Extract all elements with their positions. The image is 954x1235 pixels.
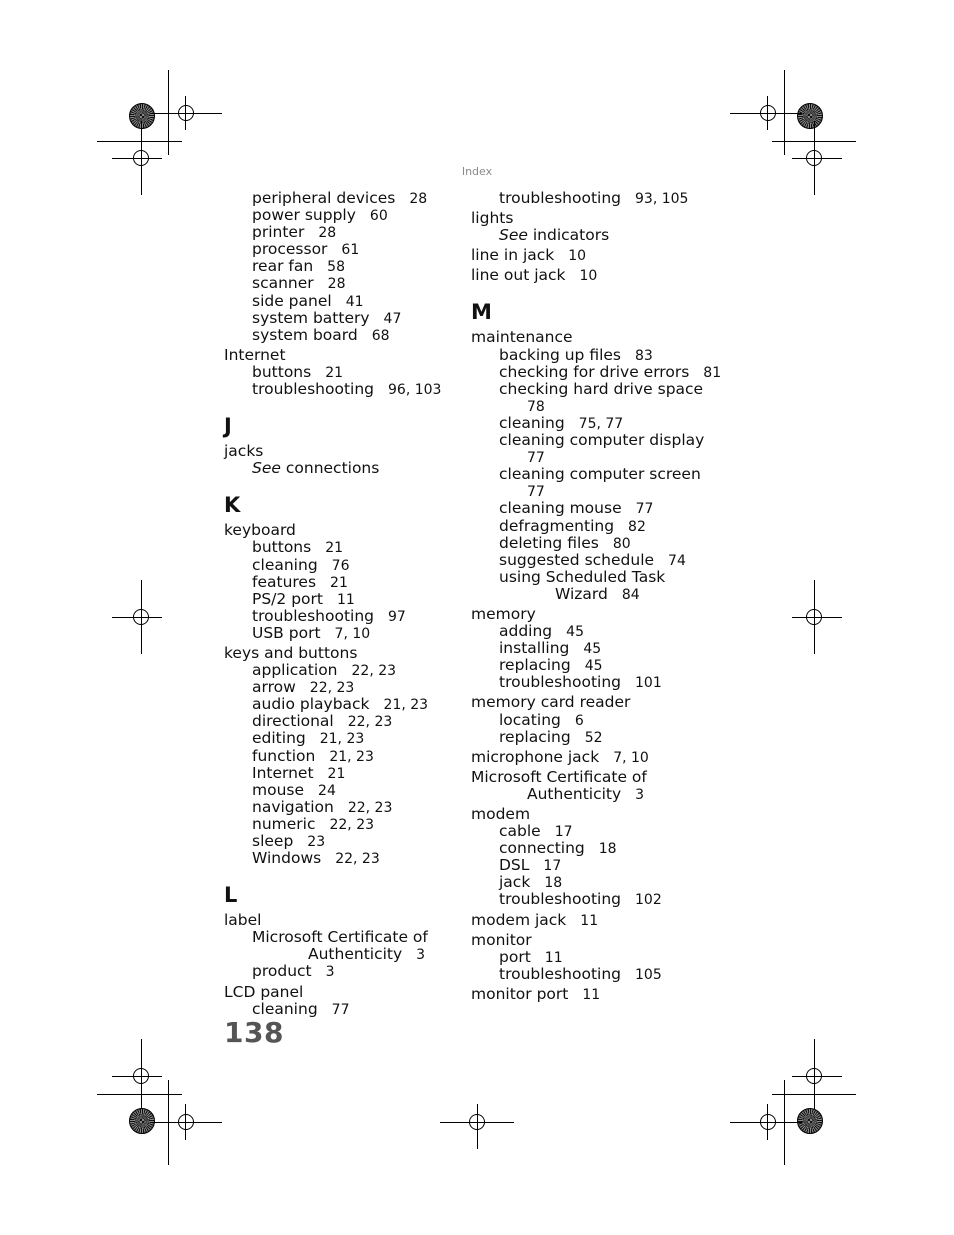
- index-subentry: [224, 557, 454, 574]
- index-entry: [471, 267, 701, 284]
- index-subentry: [224, 207, 454, 224]
- entry-term: rear fan: [252, 257, 314, 276]
- entry-page-numbers: 21: [325, 364, 344, 381]
- entry-term: Authenticity: [527, 784, 622, 803]
- crop-line: [792, 617, 842, 618]
- index-subentry: [471, 415, 701, 432]
- entry-page-numbers: 7, 10: [613, 749, 649, 766]
- entry-page-numbers: 24: [318, 782, 336, 799]
- index-entry: [224, 522, 454, 539]
- registration-rose-icon: [797, 1108, 823, 1134]
- entry-page-numbers: 77: [331, 1001, 350, 1018]
- entry-page-numbers: 93, 105: [635, 191, 689, 207]
- entry-term: lights: [471, 209, 514, 228]
- entry-page-numbers: 3: [325, 964, 335, 981]
- entry-term: modem jack: [471, 910, 567, 929]
- entry-page-numbers: 77: [527, 450, 545, 467]
- entry-term: suggested schedule: [499, 550, 655, 569]
- crop-line: [150, 113, 222, 114]
- entry-page-numbers: 102: [635, 892, 662, 909]
- entry-term: buttons: [252, 362, 312, 381]
- entry-term: Windows: [252, 849, 322, 868]
- entry-page-numbers: 11: [582, 986, 601, 1003]
- entry-term: installing: [499, 639, 570, 658]
- index-subentry: [224, 241, 454, 258]
- entry-term: cable: [499, 822, 541, 841]
- entry-page-numbers: 105: [635, 966, 662, 983]
- entry-page-numbers: 21: [327, 765, 346, 782]
- index-subentry: [224, 782, 454, 799]
- index-subentry: [224, 929, 454, 946]
- entry-term: Internet: [224, 345, 286, 364]
- entry-term: modem: [471, 805, 531, 823]
- entry-page-numbers: 78: [527, 398, 545, 415]
- entry-page-numbers: 22, 23: [351, 663, 397, 680]
- index-entry: [471, 986, 701, 1003]
- index-subentry: [471, 449, 701, 466]
- index-subentry: [471, 949, 701, 966]
- entry-term: troubleshooting: [499, 890, 622, 909]
- index-subentry: [471, 535, 701, 552]
- index-subentry: [471, 657, 701, 674]
- index-subentry: [471, 891, 701, 908]
- index-subentry: [224, 293, 454, 310]
- index-entry: [224, 443, 454, 460]
- index-subentry: [224, 799, 454, 816]
- entry-term: memory card reader: [471, 693, 631, 712]
- entry-term: troubleshooting: [499, 964, 622, 983]
- entry-term: connections: [285, 459, 380, 478]
- entry-term: monitor: [471, 930, 532, 949]
- entry-term: features: [252, 572, 317, 591]
- index-subentry: [224, 730, 454, 747]
- index-letter-heading: K: [224, 493, 241, 518]
- crop-line: [150, 1122, 222, 1123]
- entry-page-numbers: 97: [388, 608, 406, 625]
- entry-term: microphone jack: [471, 747, 600, 766]
- entry-term: editing: [252, 729, 306, 748]
- index-subentry: [224, 963, 454, 980]
- index-subentry: [471, 674, 701, 691]
- index-subentry: [224, 190, 454, 207]
- entry-term: power supply: [252, 206, 356, 225]
- entry-page-numbers: 10: [568, 248, 587, 265]
- index-subentry: [224, 679, 454, 696]
- entry-term: Authenticity: [308, 945, 403, 964]
- entry-term: system board: [252, 325, 358, 344]
- entry-page-numbers: 41: [345, 293, 364, 310]
- index-entry: [224, 347, 454, 364]
- index-subentry: [224, 539, 454, 556]
- entry-page-numbers: 45: [583, 641, 602, 658]
- index-letter-heading: M: [471, 300, 492, 325]
- entry-page-numbers: 81: [703, 364, 722, 381]
- entry-page-numbers: 96, 103: [388, 382, 442, 399]
- entry-term: deleting files: [499, 533, 599, 552]
- index-entry: [471, 329, 701, 346]
- see-reference: See: [252, 459, 281, 478]
- index-subentry: [224, 310, 454, 327]
- index-letter-heading: J: [224, 414, 232, 439]
- crop-line: [792, 1076, 842, 1077]
- index-subentry: [471, 483, 701, 500]
- index-subentry: [471, 729, 701, 746]
- entry-term: side panel: [252, 291, 332, 310]
- entry-term: printer: [252, 223, 305, 242]
- entry-term: troubleshooting: [499, 673, 622, 692]
- entry-page-numbers: 28: [318, 225, 337, 242]
- entry-page-numbers: 80: [612, 535, 631, 552]
- entry-term: PS/2 port: [252, 589, 323, 608]
- index-subentry: [224, 748, 454, 765]
- entry-page-numbers: 76: [331, 557, 350, 574]
- index-subentry: [471, 569, 701, 586]
- entry-page-numbers: 83: [635, 347, 653, 364]
- entry-page-numbers: 3: [416, 947, 426, 964]
- entry-page-numbers: 47: [383, 310, 402, 327]
- index-subentry: [224, 224, 454, 241]
- entry-term: port: [499, 947, 531, 966]
- entry-term: cleaning mouse: [499, 499, 622, 518]
- entry-page-numbers: 18: [598, 841, 617, 858]
- entry-term: cleaning: [252, 555, 318, 574]
- index-subentry: [224, 275, 454, 292]
- entry-term: connecting: [499, 839, 585, 858]
- entry-page-numbers: 21, 23: [319, 731, 365, 748]
- index-entry: [224, 984, 454, 1001]
- entry-term: locating: [499, 710, 561, 729]
- index-column-left: [224, 190, 454, 1018]
- index-entry: [471, 912, 701, 929]
- entry-term: sleep: [252, 832, 294, 850]
- entry-page-numbers: 84: [621, 586, 640, 603]
- entry-term: cleaning computer display: [499, 431, 705, 450]
- index-entry: [471, 694, 701, 711]
- entry-term: LCD panel: [224, 982, 304, 1001]
- entry-page-numbers: 60: [369, 208, 388, 225]
- entry-term: directional: [252, 712, 334, 731]
- index-subentry: [471, 586, 701, 603]
- entry-page-numbers: 22, 23: [329, 816, 375, 833]
- page-number: 138: [224, 1016, 284, 1049]
- entry-page-numbers: 61: [341, 242, 360, 259]
- index-subentry: [224, 850, 454, 867]
- index-entry: [471, 247, 701, 264]
- index-subentry: [471, 823, 701, 840]
- index-subentry: [224, 713, 454, 730]
- entry-page-numbers: 101: [635, 675, 662, 692]
- entry-term: adding: [499, 622, 553, 641]
- registration-rose-icon: [129, 103, 155, 129]
- index-column-right: [471, 189, 722, 1003]
- index-subentry: [471, 466, 701, 483]
- entry-term: arrow: [252, 678, 296, 697]
- entry-term: cleaning: [499, 413, 565, 432]
- entry-page-numbers: 6: [574, 712, 584, 729]
- entry-term: keyboard: [224, 521, 296, 540]
- index-subentry: [471, 500, 701, 517]
- entry-page-numbers: 22, 23: [347, 714, 393, 731]
- index-subentry: [224, 946, 454, 963]
- entry-term: USB port: [252, 623, 321, 642]
- entry-term: jack: [499, 873, 531, 892]
- see-reference: See: [499, 226, 528, 245]
- index-subentry: [224, 591, 454, 608]
- entry-page-numbers: 3: [635, 786, 645, 803]
- index-subentry: [224, 696, 454, 713]
- crop-line: [97, 1094, 182, 1095]
- crop-line: [730, 1122, 802, 1123]
- index-entry: [471, 606, 701, 623]
- entry-page-numbers: 74: [668, 552, 686, 569]
- entry-term: troubleshooting: [252, 380, 375, 399]
- index-subentry: [471, 966, 701, 983]
- crop-line: [112, 158, 162, 159]
- entry-page-numbers: 22, 23: [335, 851, 380, 868]
- entry-term: Wizard: [555, 584, 608, 603]
- registration-rose-icon: [129, 1108, 155, 1134]
- entry-page-numbers: 77: [527, 484, 545, 501]
- index-subentry: [224, 625, 454, 642]
- index-subentry: [471, 518, 701, 535]
- crop-line: [792, 158, 842, 159]
- entry-page-numbers: 21: [325, 540, 344, 557]
- entry-page-numbers: 22, 23: [309, 680, 355, 697]
- entry-term: troubleshooting: [252, 606, 375, 625]
- index-entry: [471, 806, 701, 823]
- index-subentry: [471, 398, 701, 415]
- index-subentry: [224, 662, 454, 679]
- entry-page-numbers: 22, 23: [347, 799, 393, 816]
- index-letter-heading: L: [224, 883, 238, 908]
- entry-term: system battery: [252, 308, 370, 327]
- crop-line: [440, 1122, 514, 1123]
- index-subentry: [224, 381, 454, 398]
- entry-page-numbers: 77: [635, 501, 654, 518]
- index-subentry: [224, 765, 454, 782]
- entry-page-numbers: 21, 23: [329, 748, 374, 765]
- entry-term: Microsoft Certificate of: [471, 767, 647, 786]
- entry-page-numbers: 10: [579, 268, 598, 285]
- entry-term: navigation: [252, 797, 334, 816]
- entry-term: processor: [252, 240, 328, 259]
- entry-term: buttons: [252, 538, 312, 557]
- entry-page-numbers: 75, 77: [578, 415, 624, 432]
- entry-term: troubleshooting: [499, 189, 622, 207]
- entry-term: jacks: [224, 442, 264, 461]
- index-subentry: [471, 712, 701, 729]
- index-subentry: [471, 623, 701, 640]
- entry-term: mouse: [252, 780, 305, 799]
- entry-term: cleaning: [252, 999, 318, 1018]
- index-entry: [471, 210, 701, 227]
- index-subentry: [471, 347, 701, 364]
- index-subentry: [224, 608, 454, 625]
- running-head: Index: [461, 165, 493, 178]
- entry-term: peripheral devices: [252, 189, 396, 207]
- entry-term: line out jack: [471, 266, 566, 285]
- entry-term: numeric: [252, 814, 316, 833]
- crop-line: [730, 113, 802, 114]
- entry-term: scanner: [252, 274, 314, 293]
- entry-page-numbers: 21: [330, 574, 348, 591]
- entry-page-numbers: 7, 10: [334, 625, 371, 642]
- entry-page-numbers: 58: [327, 259, 345, 276]
- index-entry: [471, 932, 701, 949]
- entry-term: indicators: [532, 226, 610, 245]
- index-subentry: [471, 190, 701, 207]
- index-entry: [224, 912, 454, 929]
- index-subentry: [471, 640, 701, 657]
- entry-page-numbers: 23: [307, 834, 326, 850]
- index-subentry: [471, 874, 701, 891]
- index-subentry: [224, 816, 454, 833]
- entry-term: label: [224, 911, 262, 930]
- entry-page-numbers: 18: [544, 875, 563, 892]
- entry-term: checking hard drive space: [499, 379, 704, 398]
- entry-term: product: [252, 962, 312, 981]
- index-subentry: [471, 362, 722, 381]
- entry-term: memory: [471, 604, 536, 623]
- entry-term: defragmenting: [499, 516, 615, 535]
- entry-term: monitor port: [471, 984, 569, 1003]
- entry-page-numbers: 28: [327, 276, 346, 293]
- index-subentry: [471, 840, 701, 857]
- entry-page-numbers: 52: [584, 729, 603, 746]
- entry-page-numbers: 82: [628, 518, 646, 535]
- entry-term: maintenance: [471, 328, 573, 347]
- entry-term: cleaning computer screen: [499, 465, 701, 484]
- index-subentry: [471, 786, 701, 803]
- entry-term: Internet: [252, 763, 314, 782]
- entry-term: backing up files: [499, 345, 622, 364]
- index-subentry: [471, 379, 704, 398]
- entry-page-numbers: 45: [566, 624, 584, 641]
- index-subentry: [224, 574, 454, 591]
- entry-term: checking for drive errors: [499, 362, 690, 381]
- entry-page-numbers: 11: [544, 949, 563, 966]
- registration-rose-icon: [797, 103, 823, 129]
- entry-term: keys and buttons: [224, 643, 358, 662]
- entry-page-numbers: 11: [580, 912, 599, 929]
- index-subentry: [224, 327, 454, 344]
- index-subentry: [471, 431, 705, 450]
- entry-page-numbers: 45: [584, 658, 603, 675]
- index-entry: [471, 769, 701, 786]
- index-subentry: [471, 552, 701, 569]
- index-subentry: [471, 227, 701, 244]
- entry-term: using Scheduled Task: [499, 567, 666, 586]
- index-subentry: [224, 258, 454, 275]
- entry-term: DSL: [499, 856, 530, 875]
- index-entry: [224, 645, 454, 662]
- entry-term: application: [252, 661, 338, 680]
- index-subentry: [471, 857, 701, 874]
- entry-page-numbers: 68: [371, 327, 390, 344]
- index-subentry: [224, 364, 454, 381]
- index-entry: [471, 749, 701, 766]
- entry-term: replacing: [499, 727, 571, 746]
- entry-term: Microsoft Certificate of: [252, 928, 428, 947]
- entry-page-numbers: 17: [554, 824, 573, 841]
- entry-page-numbers: 17: [543, 858, 562, 875]
- entry-term: audio playback: [252, 695, 370, 714]
- crop-line: [112, 1076, 162, 1077]
- entry-page-numbers: 11: [336, 591, 355, 608]
- entry-page-numbers: 28: [409, 191, 428, 207]
- entry-term: replacing: [499, 656, 571, 675]
- crop-line: [112, 617, 162, 618]
- crop-line: [97, 141, 182, 142]
- index-subentry: [224, 460, 454, 477]
- crop-line: [477, 1104, 478, 1149]
- index-subentry: [224, 833, 454, 850]
- entry-term: line in jack: [471, 246, 555, 265]
- entry-page-numbers: 21, 23: [383, 697, 429, 714]
- entry-term: function: [252, 746, 316, 765]
